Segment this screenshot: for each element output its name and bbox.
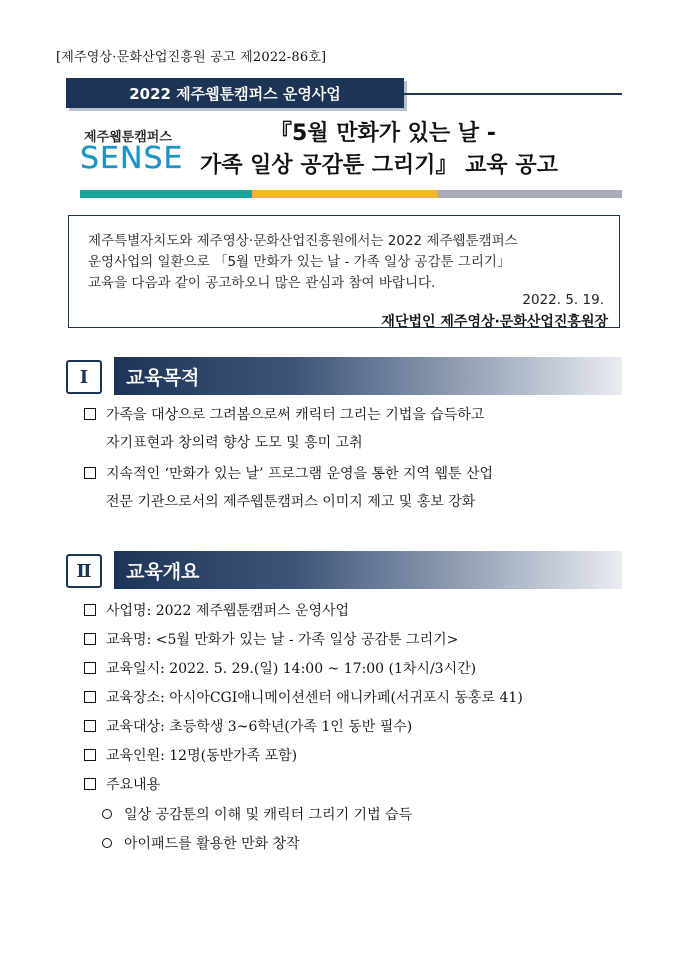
sub-list-item: 아이패드를 활용한 만화 창작 — [102, 833, 300, 853]
intro-line: 운영사업의 일환으로 「5월 만화가 있는 날 - 가족 일상 공감툰 그리기」 — [88, 254, 511, 270]
color-bar — [80, 190, 622, 198]
list-item-continuation: 자기표현과 창의력 향상 도모 및 흥미 고취 — [106, 435, 363, 451]
intro-date: 2022. 5. 19. — [522, 292, 604, 308]
intro-organization: 재단법인 제주영상·문화산업진흥원장 — [381, 314, 608, 330]
checkbox-square-icon — [84, 604, 96, 616]
section-number: Ⅱ — [66, 554, 102, 588]
list-item: 주요내용 — [84, 774, 160, 794]
page-title-line2: 가족 일상 공감툰 그리기』 교육 공고 — [200, 153, 558, 178]
checkbox-square-icon — [84, 408, 96, 420]
section-title-bar — [114, 551, 622, 589]
logo-text: 제주웹툰캠퍼스 — [84, 130, 172, 145]
list-item: 교육장소: 아시아CGI애니메이션센터 애니카페(서귀포시 동홍로 41) — [84, 687, 523, 707]
color-bar-yellow — [252, 190, 438, 198]
list-item-continuation: 전문 기관으로서의 제주웹툰캠퍼스 이미지 제고 및 홍보 강화 — [106, 494, 476, 510]
checkbox-square-icon — [84, 778, 96, 790]
checkbox-square-icon — [84, 467, 96, 479]
checkbox-square-icon — [84, 720, 96, 732]
sense-logo: SENSE — [80, 141, 184, 176]
section-title: 교육목적 — [126, 366, 200, 389]
list-item: 교육인원: 12명(동반가족 포함) — [84, 745, 297, 765]
list-item: 가족을 대상으로 그려봄으로써 캐릭터 그리는 기법을 습득하고 — [84, 404, 484, 424]
checkbox-square-icon — [84, 691, 96, 703]
header-banner: 2022 제주웹툰캠퍼스 운영사업 — [66, 78, 404, 108]
intro-line: 교육을 다음과 같이 공고하오니 많은 관심과 참여 바랍니다. — [88, 275, 436, 291]
checkbox-square-icon — [84, 662, 96, 674]
header-rule — [404, 93, 622, 95]
intro-line: 제주특별자치도와 제주영상·문화산업진흥원에서는 2022 제주웹툰캠퍼스 — [88, 233, 518, 249]
section-number: Ⅰ — [66, 360, 102, 394]
list-item: 교육대상: 초등학생 3~6학년(가족 1인 동반 필수) — [84, 716, 412, 736]
list-item: 교육일시: 2022. 5. 29.(일) 14:00 ~ 17:00 (1차시/3시간) — [84, 658, 476, 678]
sub-list-item: 일상 공감툰의 이해 및 캐릭터 그리기 기법 습득 — [102, 804, 412, 824]
color-bar-gray — [438, 190, 622, 198]
list-item: 교육명: <5월 만화가 있는 날 - 가족 일상 공감툰 그리기> — [84, 629, 458, 649]
checkbox-square-icon — [84, 633, 96, 645]
checkbox-square-icon — [84, 749, 96, 761]
page-title-line1: 『5월 만화가 있는 날 - — [270, 121, 496, 146]
color-bar-teal — [80, 190, 252, 198]
circle-bullet-icon — [102, 838, 112, 848]
list-item: 사업명: 2022 제주웹툰캠퍼스 운영사업 — [84, 600, 349, 620]
circle-bullet-icon — [102, 809, 112, 819]
section-title-bar — [114, 357, 622, 395]
list-item: 지속적인 ‘만화가 있는 날’ 프로그램 운영을 통한 지역 웹툰 산업 — [84, 463, 493, 483]
announcement-number: [제주영상·문화산업진흥원 공고 제2022-86호] — [56, 50, 327, 65]
section-title: 교육개요 — [126, 560, 200, 583]
